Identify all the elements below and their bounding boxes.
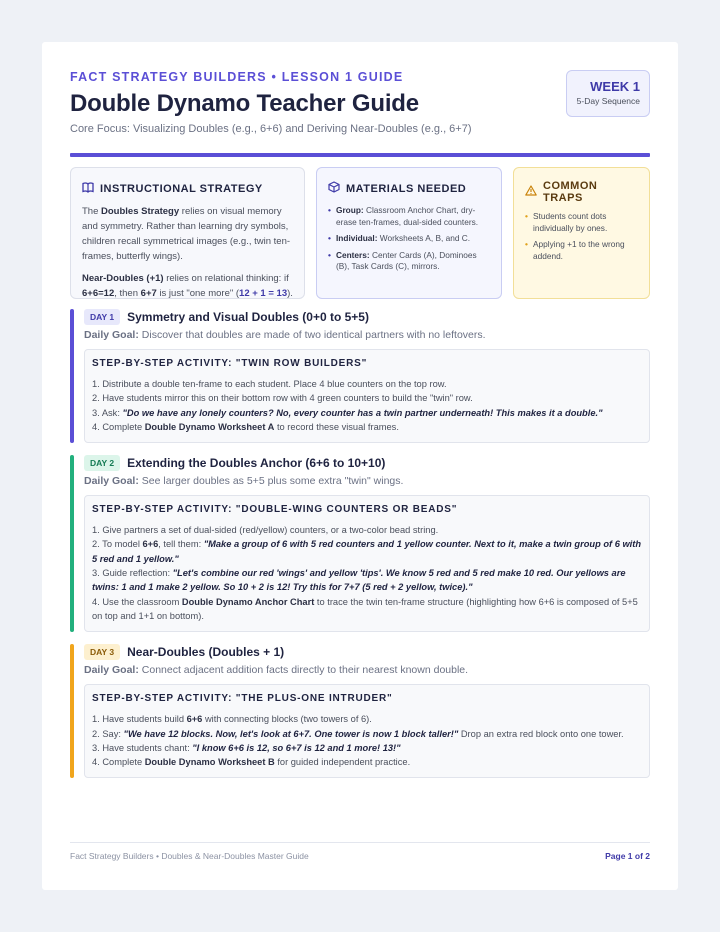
step-item: 4. Complete Double Dynamo Worksheet B for guided independent practice. [92,757,411,768]
list-item: • Group: Classroom Anchor Chart, dry-erase ten-frames, dual-sided counters. [328,205,491,228]
step-item: 3. Have students chant: "I know 6+6 is 12, so 6+7 is 12 and 1 more! 13!" [92,742,401,753]
materials-card [316,167,502,299]
guide-page [42,42,678,890]
day-3-section [70,644,650,778]
day-2-activity-title: STEP-BY-STEP ACTIVITY: "DOUBLE-WING COUNTERS OR BEADS" [92,504,458,516]
day-2-pill: DAY 2 [84,455,120,471]
step-item: 3. Ask: "Do we have any lonely counters? No, every counter has a twin partner underneath! This makes it a double." [92,407,603,418]
day-1-title: Symmetry and Visual Doubles (0+0 to 5+5) [127,310,369,324]
day-3-title: Near-Doubles (Doubles + 1) [127,645,285,660]
list-item: • Individual: Worksheets A, B, and C. [328,233,491,245]
overview-cards [70,167,650,299]
list-item: • Centers: Center Cards (A), Dominoes (B), Task Cards (C), mirrors. [328,250,491,273]
day-2-goal: Daily Goal: See larger doubles as 5+5 plus some extra "twin" wings. [84,475,404,488]
day-2-activity [84,495,650,632]
day-2-title: Extending the Doubles Anchor (6+6 to 10+10) [127,456,386,471]
strategy-paragraph-2: Near-Doubles (+1) relies on relational thinking: if 6+6=12, then 6+7 is just "one more" (12 + 1 = 13). [82,273,293,299]
day-3-pill: DAY 3 [84,644,120,660]
step-item: 4. Complete Double Dynamo Worksheet A to record these visual frames. [92,421,399,432]
materials-list [328,205,491,273]
week-badge [566,70,650,117]
day-3-activity-title: STEP-BY-STEP ACTIVITY: "THE PLUS-ONE INTRUDER" [92,693,393,705]
sequence-label: 5-Day Sequence [576,96,640,106]
week-label: WEEK 1 [590,79,640,94]
traps-list [525,211,639,262]
day-3-activity [84,684,650,778]
step-item: 1. Have students build 6+6 with connecting blocks (two towers of 6). [92,714,372,725]
footer-text: Fact Strategy Builders • Doubles & Near-Doubles Master Guide [70,851,309,861]
list-item: • Applying +1 to the wrong addend. [525,239,639,262]
cube-icon [328,180,340,198]
day-2-steps [92,523,642,623]
instructional-strategy-card [70,167,305,299]
day-1-activity-title: STEP-BY-STEP ACTIVITY: "TWIN ROW BUILDERS" [92,358,368,369]
strategy-title: INSTRUCTIONAL STRATEGY [100,183,263,195]
page-footer [70,842,650,861]
day-3-goal: Daily Goal: Connect adjacent addition facts directly to their nearest known double. [84,664,469,677]
header [70,70,650,135]
warning-icon [525,183,537,201]
day-2-section [70,455,650,632]
day-1-pill: DAY 1 [84,309,120,325]
lesson-kicker: FACT STRATEGY BUILDERS • LESSON 1 GUIDE [70,70,404,84]
day-1-goal: Daily Goal: Discover that doubles are made of two identical partners with no leftovers. [84,329,486,341]
day-1-steps [92,377,642,434]
day-1-accent-bar [70,309,74,443]
step-item: 1. Distribute a double ten-frame to each student. Place 4 blue counters on the top row. [92,379,447,389]
day-1-section [70,309,650,443]
step-item: 3. Guide reflection: "Let's combine our red 'wings' and yellow 'tips'. We know 5 red and 5 red make 10 red. Our yellows are twins: 1 and 1 make 2 yellow. So 10 + 2 is 12! Try this for 7+7 (5 red + 2 yellow, twice)." [92,568,626,593]
page-number: Page 1 of 2 [605,851,650,861]
step-item: 2. Have students mirror this on their bottom row with 4 green counters to build the "twin" row. [92,393,473,404]
strategy-paragraph-1: The Doubles Strategy relies on visual memory and symmetry. Rather than learning dry symbols, children recall symmetrical images (e.g., twin ten-frames, butterfly wings). [82,206,291,262]
day-2-accent-bar [70,455,74,632]
page-title: Double Dynamo Teacher Guide [70,90,419,117]
list-item: • Students count dots individually by ones. [525,211,639,234]
traps-title: COMMON TRAPS [543,180,598,204]
materials-title: MATERIALS NEEDED [346,183,467,195]
step-item: 1. Give partners a set of dual-sided (red/yellow) counters, or a two-color bead string. [92,525,439,536]
day-1-activity [84,349,650,443]
page-subtitle: Core Focus: Visualizing Doubles (e.g., 6+6) and Deriving Near-Doubles (e.g., 6+7) [70,123,472,135]
book-icon [82,180,94,198]
step-item: 2. Say: "We have 12 blocks. Now, let's look at 6+7. One tower is now 1 block taller!" Drop an extra red block onto one tower. [92,728,624,739]
common-traps-card [513,167,650,299]
header-divider [70,153,650,157]
step-item: 2. To model 6+6, tell them: "Make a group of 6 with 5 red counters and 1 yellow counter. Next to it, make a twin group of 6 with 5 red and 1 yellow." [92,539,642,564]
day-3-steps [92,712,642,769]
day-3-accent-bar [70,644,74,778]
step-item: 4. Use the classroom Double Dynamo Anchor Chart to trace the twin ten-frame structure (highlighting how 6+6 is composed of 5+5 on top and 1+1 on bottom). [92,596,638,621]
